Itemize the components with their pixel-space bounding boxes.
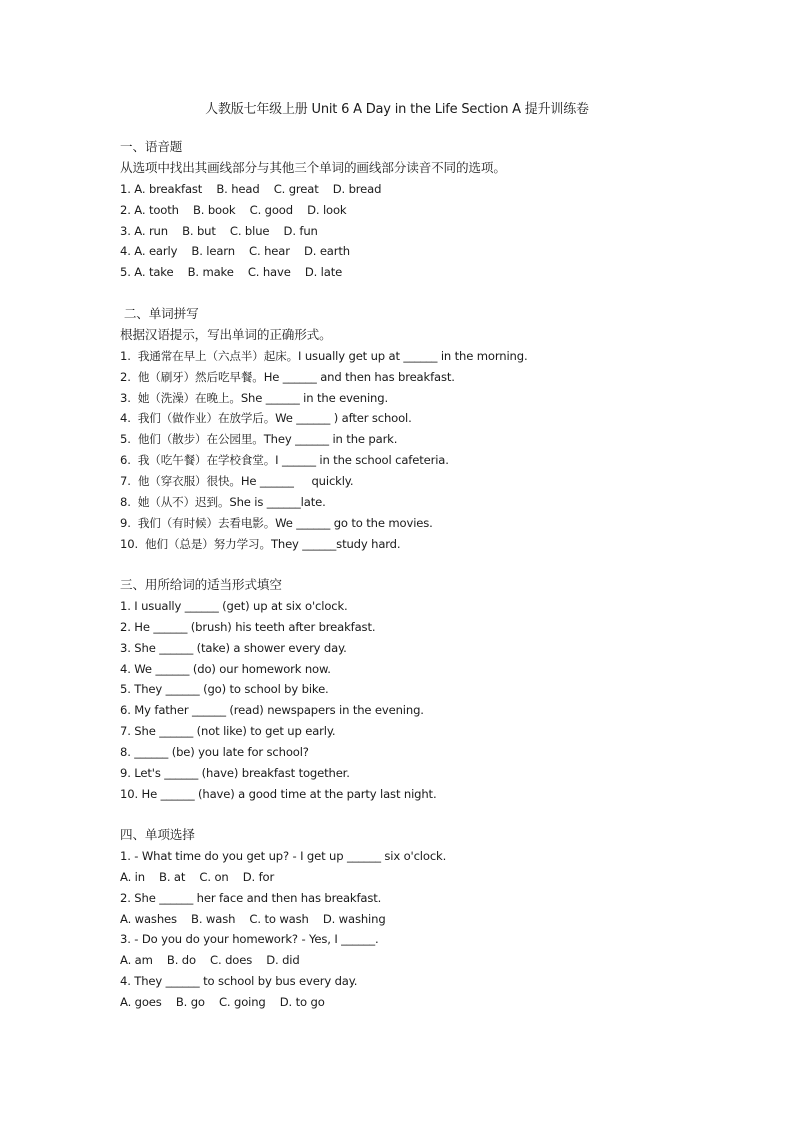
question-line: 8. 她（从不）迟到。She is ______late. bbox=[120, 495, 326, 510]
question-line: 6. My father ______ (read) newspapers in the evening. bbox=[120, 703, 424, 718]
section-heading: 三、用所给词的适当形式填空 bbox=[120, 577, 282, 592]
question-line: 5. 他们（散步）在公园里。They ______ in the park. bbox=[120, 432, 398, 447]
question-line: 4. 我们（做作业）在放学后。We ______ ) after school. bbox=[120, 411, 412, 426]
section-multiple-choice bbox=[120, 825, 760, 1013]
question-line: 10. He ______ (have) a good time at the party last night. bbox=[120, 786, 437, 801]
section-instruction: 根据汉语提示，写出单词的正确形式。 bbox=[120, 326, 332, 342]
options-line: A. in B. at C. on D. for bbox=[120, 869, 275, 884]
question-line: 5. A. take B. make C. have D. late bbox=[120, 265, 343, 280]
section-heading: 二、单词拼写 bbox=[120, 306, 199, 321]
question-line: 2. A. tooth B. book C. good D. look bbox=[120, 202, 347, 217]
question-line: 2. 他（刷牙）然后吃早餐。He ______ and then has breakfast. bbox=[120, 369, 455, 384]
question-line: 2. She ______ her face and then has breakfast. bbox=[120, 890, 382, 905]
question-line: 10. 他们（总是）努力学习。They ______study hard. bbox=[120, 536, 401, 551]
question-line: 3. A. run B. but C. blue D. fun bbox=[120, 223, 318, 238]
page-title: 人教版七年级上册 Unit 6 A Day in the Life Section A 提升训练卷 bbox=[205, 102, 589, 117]
question-line: 1. A. breakfast B. head C. great D. bread bbox=[120, 181, 382, 196]
question-line: 3. 她（洗澡）在晚上。She ______ in the evening. bbox=[120, 390, 388, 405]
question-line: 7. She ______ (not like) to get up early. bbox=[120, 724, 336, 739]
question-line: 1. I usually ______ (get) up at six o'clock. bbox=[120, 598, 348, 613]
question-line: 4. We ______ (do) our homework now. bbox=[120, 661, 331, 676]
options-line: A. goes B. go C. going D. to go bbox=[120, 995, 325, 1010]
question-line: 6. 我（吃午餐）在学校食堂。I ______ in the school cafeteria. bbox=[120, 453, 449, 468]
options-line: A. washes B. wash C. to wash D. washing bbox=[120, 911, 386, 926]
section-instruction: 从选项中找出其画线部分与其他三个单词的画线部分读音不同的选项。 bbox=[120, 159, 506, 175]
question-line: 7. 他（穿衣服）很快。He ______ quickly. bbox=[120, 474, 354, 489]
options-line: A. am B. do C. does D. did bbox=[120, 953, 300, 968]
question-line: 3. She ______ (take) a shower every day. bbox=[120, 640, 347, 655]
question-line: 9. Let's ______ (have) breakfast together. bbox=[120, 766, 350, 781]
section-heading: 四、单项选择 bbox=[120, 827, 195, 842]
question-line: 8. ______ (be) you late for school? bbox=[120, 745, 309, 760]
section-phonetics bbox=[120, 137, 760, 283]
question-line: 1. 我通常在早上（六点半）起床。I usually get up at ______ in the morning. bbox=[120, 348, 528, 363]
section-spelling bbox=[120, 304, 760, 555]
question-line: 4. A. early B. learn C. hear D. earth bbox=[120, 244, 350, 259]
question-line: 5. They ______ (go) to school by bike. bbox=[120, 682, 329, 697]
question-line: 3. - Do you do your homework? - Yes, I ______. bbox=[120, 932, 379, 947]
question-line: 4. They ______ to school by bus every day. bbox=[120, 974, 358, 989]
question-line: 9. 我们（有时候）去看电影。We ______ go to the movies. bbox=[120, 515, 433, 530]
question-line: 1. - What time do you get up? - I get up ______ six o'clock. bbox=[120, 848, 447, 863]
question-line: 2. He ______ (brush) his teeth after breakfast. bbox=[120, 619, 376, 634]
section-heading: 一、语音题 bbox=[120, 139, 183, 154]
section-word-forms bbox=[120, 575, 760, 805]
